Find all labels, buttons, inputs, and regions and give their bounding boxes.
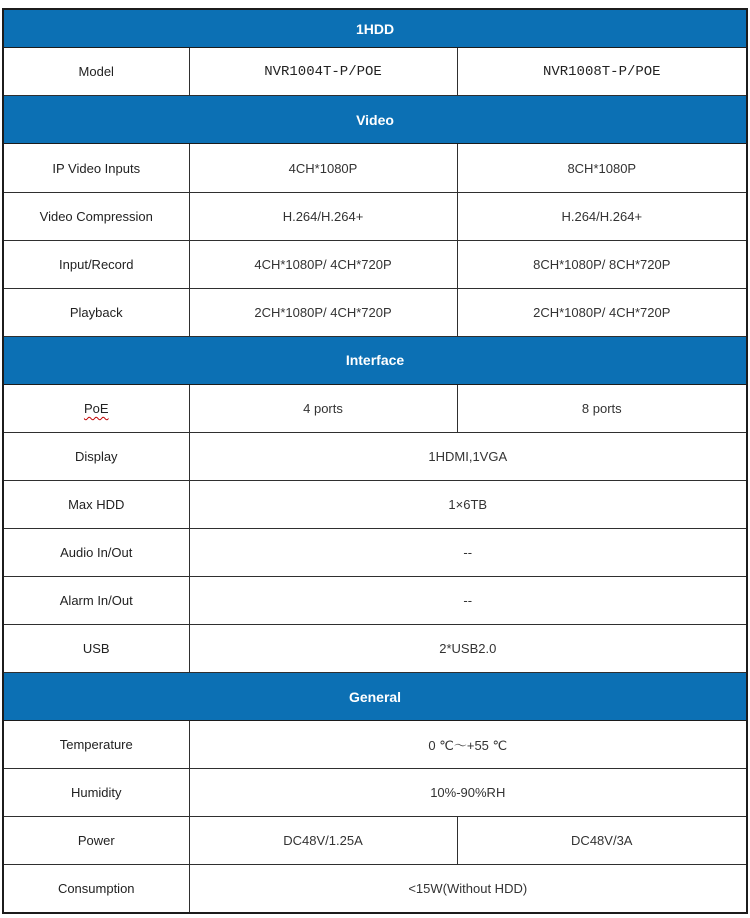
table-row	[3, 480, 747, 528]
ip-video-inputs-value-col1: 4CH*1080P	[189, 144, 457, 192]
table-row	[3, 432, 747, 480]
table-row	[3, 769, 747, 817]
section-header-interface: Interface	[3, 336, 747, 384]
power-value-col1: DC48V/1.25A	[189, 817, 457, 865]
table-row	[3, 288, 747, 336]
table-row	[3, 48, 747, 96]
table-row	[3, 865, 747, 913]
poe-value-col2: 8 ports	[457, 384, 747, 432]
section-header-video: Video	[3, 96, 747, 144]
model-value-col2: NVR1008T-P/POE	[457, 48, 747, 96]
table-row	[3, 721, 747, 769]
playback-value-col1: 2CH*1080P/ 4CH*720P	[189, 288, 457, 336]
table-row	[3, 528, 747, 576]
video-compression-value-col1: H.264/H.264+	[189, 192, 457, 240]
input-record-value-col2: 8CH*1080P/ 8CH*720P	[457, 240, 747, 288]
section-row-video	[3, 96, 747, 144]
table-row	[3, 240, 747, 288]
max-hdd-value: 1×6TB	[189, 480, 747, 528]
section-header-general: General	[3, 673, 747, 721]
audio-in-out-label: Audio In/Out	[3, 528, 189, 576]
playback-label: Playback	[3, 288, 189, 336]
consumption-value: <15W(Without HDD)	[189, 865, 747, 913]
poe-label	[3, 384, 189, 432]
temperature-label: Temperature	[3, 721, 189, 769]
alarm-in-out-value: --	[189, 577, 747, 625]
display-value: 1HDMI,1VGA	[189, 432, 747, 480]
ip-video-inputs-label: IP Video Inputs	[3, 144, 189, 192]
ip-video-inputs-value-col2: 8CH*1080P	[457, 144, 747, 192]
audio-in-out-value: --	[189, 528, 747, 576]
table-row	[3, 144, 747, 192]
section-header-1hdd: 1HDD	[3, 9, 747, 48]
model-label: Model	[3, 48, 189, 96]
poe-value-col1: 4 ports	[189, 384, 457, 432]
power-value-col2: DC48V/3A	[457, 817, 747, 865]
usb-label: USB	[3, 625, 189, 673]
section-row-1hdd	[3, 9, 747, 48]
playback-value-col2: 2CH*1080P/ 4CH*720P	[457, 288, 747, 336]
input-record-label: Input/Record	[3, 240, 189, 288]
consumption-label: Consumption	[3, 865, 189, 913]
usb-value: 2*USB2.0	[189, 625, 747, 673]
table-row	[3, 384, 747, 432]
input-record-value-col1: 4CH*1080P/ 4CH*720P	[189, 240, 457, 288]
max-hdd-label: Max HDD	[3, 480, 189, 528]
section-row-interface	[3, 336, 747, 384]
nvr-spec-table	[2, 8, 748, 914]
table-row	[3, 817, 747, 865]
humidity-label: Humidity	[3, 769, 189, 817]
humidity-value: 10%-90%RH	[189, 769, 747, 817]
power-label: Power	[3, 817, 189, 865]
alarm-in-out-label: Alarm In/Out	[3, 577, 189, 625]
display-label: Display	[3, 432, 189, 480]
video-compression-label: Video Compression	[3, 192, 189, 240]
table-row	[3, 192, 747, 240]
table-row	[3, 625, 747, 673]
table-row	[3, 577, 747, 625]
section-row-general	[3, 673, 747, 721]
model-value-col1: NVR1004T-P/POE	[189, 48, 457, 96]
temperature-value: 0 ℃～+55 ℃	[189, 721, 747, 769]
video-compression-value-col2: H.264/H.264+	[457, 192, 747, 240]
poe-label-text: PoE	[83, 400, 109, 416]
